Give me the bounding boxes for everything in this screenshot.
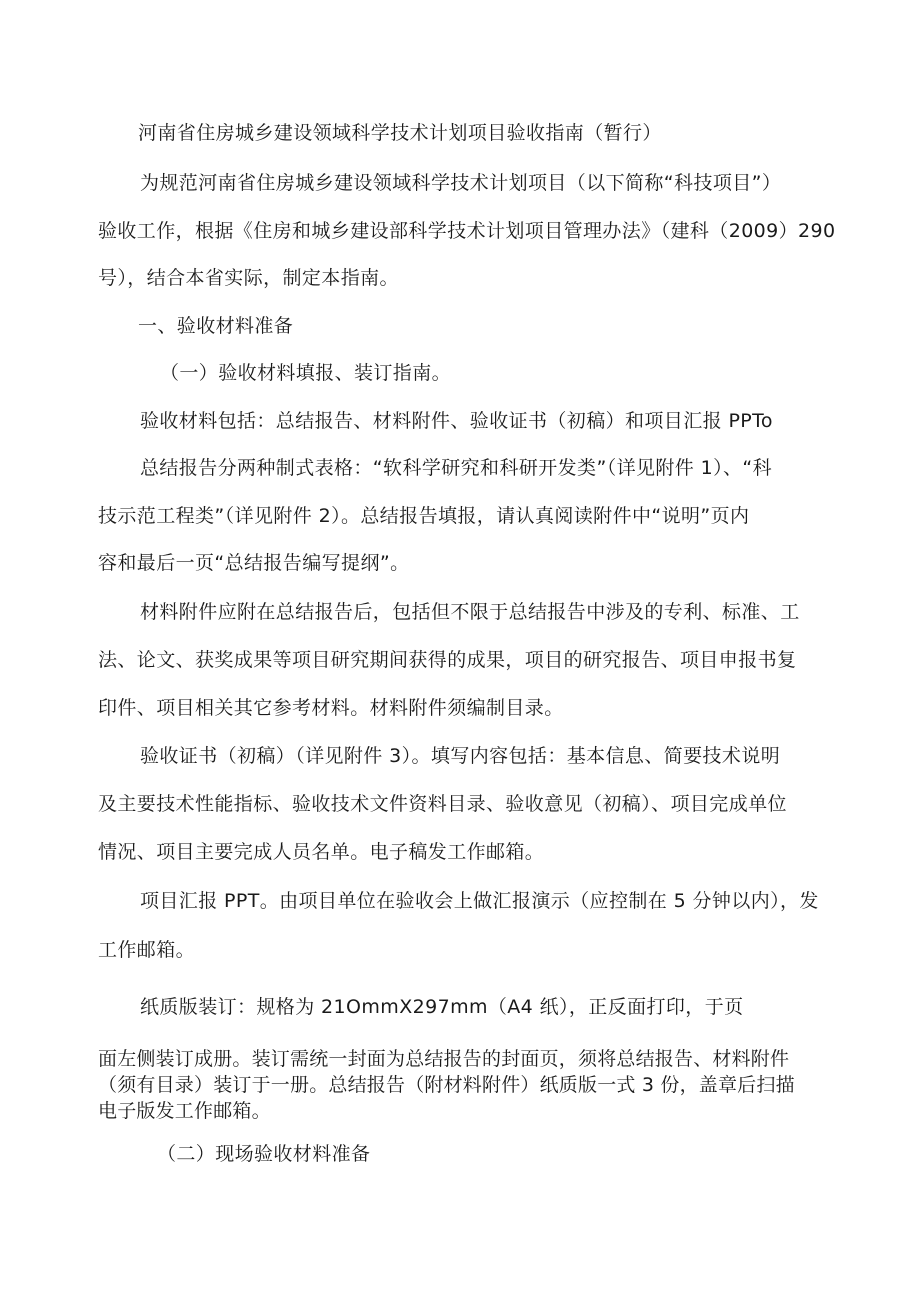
document-title: 河南省住房城乡建设领域科学技术计划项目验收指南（暂行） [138, 122, 662, 144]
binding-line-2: 面左侧装订成册。装订需统一封面为总结报告的封面页，须将总结报告、材料附件 [98, 1048, 790, 1070]
binding-line-4: 电子版发工作邮箱。 [98, 1100, 271, 1122]
summary-report-line-1: 总结报告分两种制式表格：“软科学研究和科研开发类”（详见附件 1）、“科 [140, 457, 773, 479]
summary-report-line-2: 技示范工程类”（详见附件 2）。总结报告填报，请认真阅读附件中“说明”页内 [98, 505, 750, 527]
ppt-line-2: 工作邮箱。 [98, 939, 196, 961]
attachments-line-3: 印件、项目相关其它参考材料。材料附件须编制目录。 [98, 697, 564, 719]
materials-line: 验收材料包括：总结报告、材料附件、验收证书（初稿）和项目汇报 PPTo [140, 410, 773, 432]
section-1-heading: 一、验收材料准备 [138, 315, 294, 337]
certificate-line-2: 及主要技术性能指标、验收技术文件资料目录、验收意见（初稿）、项目完成单位 [98, 793, 787, 815]
intro-line-1: 为规范河南省住房城乡建设领域科学技术计划项目（以下简称“科技项目”） [140, 172, 782, 194]
certificate-line-1: 验收证书（初稿）（详见附件 3）。填写内容包括：基本信息、简要技术说明 [140, 745, 781, 767]
intro-line-2: 验收工作，根据《住房和城乡建设部科学技术计划项目管理办法》（建科（2009）290 [98, 220, 836, 242]
subsection-1-heading: （一）验收材料填报、装订指南。 [160, 362, 452, 384]
certificate-line-3: 情况、项目主要完成人员名单。电子稿发工作邮箱。 [98, 841, 545, 863]
attachments-line-2: 法、论文、获奖成果等项目研究期间获得的成果，项目的研究报告、项目申报书复 [98, 649, 797, 671]
subsection-2-heading: （二）现场验收材料准备 [157, 1143, 371, 1165]
intro-line-3: 号），结合本省实际，制定本指南。 [98, 267, 399, 289]
binding-line-3: （须有目录）装订于一册。总结报告（附材料附件）纸质版一式 3 份，盖章后扫描 [98, 1074, 795, 1096]
ppt-line-1: 项目汇报 PPT。由项目单位在验收会上做汇报演示（应控制在 5 分钟以内），发 [140, 890, 819, 912]
binding-line-1: 纸质版装订：规格为 21OmmX297mm（A4 纸），正反面打印，于页 [140, 996, 744, 1018]
attachments-line-1: 材料附件应附在总结报告后，包括但不限于总结报告中涉及的专利、标准、工 [140, 601, 800, 623]
summary-report-line-3: 容和最后一页“总结报告编写提纲”。 [98, 552, 410, 574]
